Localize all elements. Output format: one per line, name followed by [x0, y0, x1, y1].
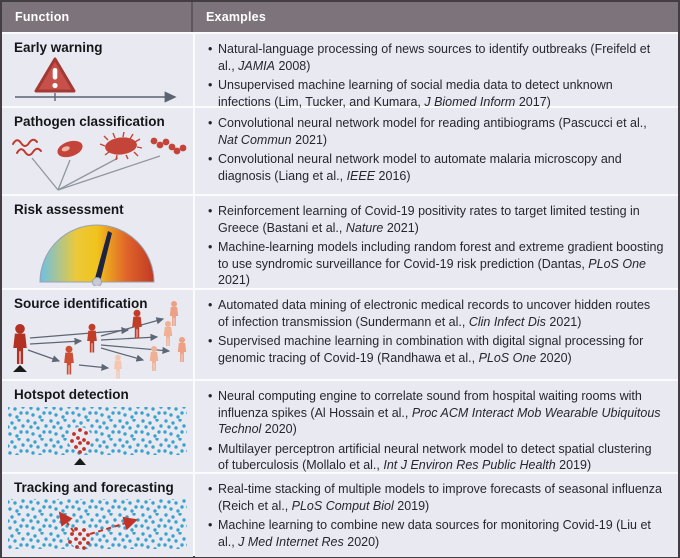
pathogen-phylogeny-icon — [8, 132, 190, 192]
table-row-source-identification — [2, 290, 678, 379]
examples-cell — [195, 381, 678, 472]
risk-gauge-icon — [24, 222, 174, 286]
example-item: • Multilayer perceptron artificial neural network model to detect spatial clustering of tuberculosis (Mollalo et al., Int J Environ Res Public Health 2019) — [207, 441, 664, 474]
function-label: Early warning — [14, 40, 103, 55]
gauge-pivot — [93, 278, 102, 287]
function-label: Source identification — [14, 296, 148, 311]
index-case-person — [13, 324, 27, 372]
header-cell-function: Function — [2, 2, 193, 32]
virus-squiggles — [13, 140, 41, 155]
examples-cell — [195, 196, 678, 288]
cocci-chain — [151, 138, 187, 155]
function-cell — [2, 196, 193, 288]
example-item: • Convolutional neural network model for reading antibiograms (Pascucci et al., Nat Commun 2021) — [207, 115, 664, 148]
function-cell — [2, 108, 193, 194]
table-row-tracking-forecasting — [2, 474, 678, 557]
warning-triangle-timeline-icon — [10, 55, 188, 103]
table-row-risk-assessment — [2, 196, 678, 288]
function-label: Hotspot detection — [14, 387, 129, 402]
examples-cell — [195, 108, 678, 194]
phylogeny-tree-lines — [32, 156, 160, 190]
function-cell — [2, 290, 193, 379]
examples-cell — [195, 474, 678, 557]
example-item: • Real-time stacking of multiple models to improve forecasts of seasonal influenza (Reich et al., PLoS Comput Biol 2019) — [207, 481, 664, 514]
function-label: Risk assessment — [14, 202, 124, 217]
function-label: Pathogen classification — [14, 114, 165, 129]
function-label: Tracking and forecasting — [14, 480, 174, 495]
example-item: • Neural computing engine to correlate sound from hospital waiting rooms with influenza spikes (Al Hossain et al., Proc ACM Interact Mob Wearable Ubiquitous Technol 2020) — [207, 388, 664, 438]
hotspot-marker — [74, 458, 86, 465]
infected-persons — [64, 301, 186, 379]
index-case-marker — [13, 365, 27, 372]
example-item: • Reinforcement learning of Covid-19 positivity rates to target limited testing in Greece (Bastani et al., Nature 2021) — [207, 203, 664, 236]
examples-cell — [195, 290, 678, 379]
example-item: • Machine learning to combine new data sources for monitoring Covid-19 (Liu et al., J Med Internet Res 2020) — [207, 517, 664, 550]
example-item: • Machine-learning models including random forest and extreme gradient boosting to use syndromic surveillance for Covid-19 risk prediction (Dantas, PLoS One 2021) — [207, 239, 664, 289]
transmission-arrows — [28, 319, 169, 368]
function-cell — [2, 381, 193, 472]
table-row-pathogen-classification — [2, 108, 678, 194]
example-item: • Unsupervised machine learning of social media data to detect unknown infections (Lim, Tucker, and Kumara, J Biomed Inform 2017) — [207, 77, 664, 110]
table-row-early-warning — [2, 34, 678, 109]
example-item: • Natural-language processing of news sources to identify outbreaks (Freifeld et al., JAMIA 2008) — [207, 41, 664, 74]
table-header-row — [2, 2, 678, 32]
cell-pathogen — [55, 138, 84, 160]
population-dot-field — [8, 499, 187, 549]
warning-triangle — [36, 59, 74, 91]
function-cell — [2, 474, 193, 557]
examples-cell — [195, 34, 678, 109]
example-item: • Supervised machine learning in combination with digital signal processing for genomic tracing of Covid-19 (Randhawa et al., PLoS One 2020) — [207, 333, 664, 366]
function-cell — [2, 34, 193, 106]
header-cell-examples: Examples — [206, 10, 266, 24]
example-item: • Automated data mining of electronic medical records to uncover hidden routes of infection transmission (Sundermann et al., Clin Infect Dis 2021) — [207, 297, 664, 330]
example-item: • Convolutional neural network model to automate malaria microscopy and diagnosis (Liang et al., IEEE 2016) — [207, 151, 664, 184]
table-row-hotspot-detection — [2, 381, 678, 472]
population-dot-field — [8, 407, 187, 455]
bacterium-spiky — [100, 132, 142, 160]
